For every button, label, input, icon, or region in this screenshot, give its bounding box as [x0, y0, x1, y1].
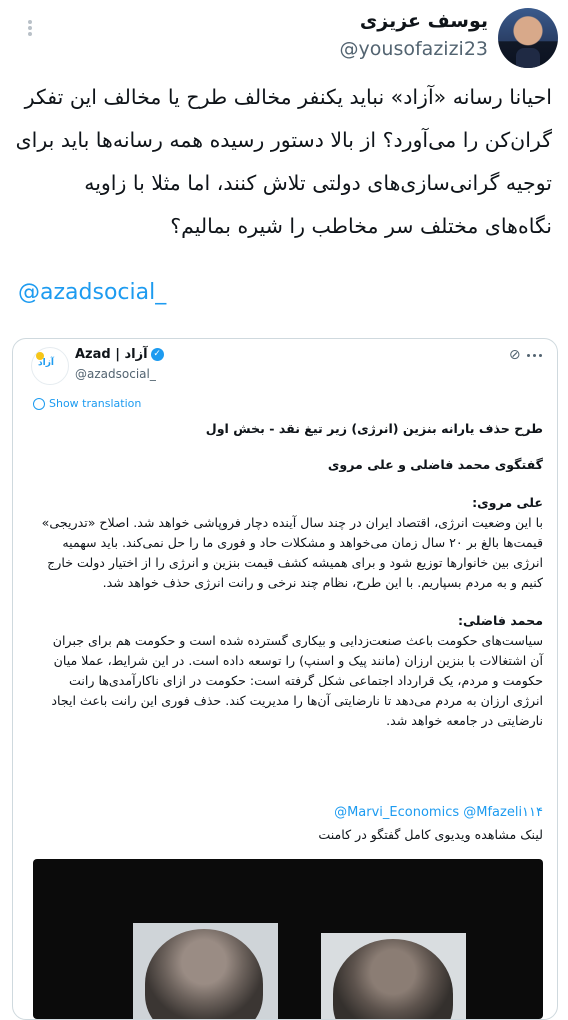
quoted-avatar-text: آزاد	[38, 358, 54, 368]
quoted-title: طرح حذف یارانه بنزین (انرژی) زیر تیغ نقد - بخش اول	[205, 421, 543, 436]
quoted-author-label: Azad | آزاد	[75, 347, 148, 362]
speaker-1: علی مروی:	[472, 495, 543, 510]
author-name[interactable]: یوسف عزیزی	[359, 10, 488, 32]
speaker-2: محمد فاضلی:	[457, 613, 543, 628]
video-thumbnail[interactable]	[33, 859, 543, 1019]
more-options-icon[interactable]	[20, 18, 40, 42]
quoted-author-handle: @azadsocial_	[75, 367, 156, 381]
verified-badge-icon: ✓	[151, 348, 164, 361]
quoted-author-name[interactable]	[75, 347, 164, 362]
grok-icon[interactable]: ⊘	[508, 347, 521, 363]
translate-icon	[33, 398, 45, 410]
show-translation-button[interactable]	[33, 397, 141, 410]
paragraph-1: با این وضعیت انرژی، اقتصاد ایران در چند سال آینده دچار فروپاشی خواهد شد. اصلاح «تدریجی» قیمت‌ها بالغ بر ۲۰ سال زمان می‌خواهد و مشکلات حاد و فوری ما را حل نمی‌کند. باید سهمیه انرژی بین خانوارها توزیع شود و برای همیشه کشف قیمت بنزین و انرژی را از اختیار دولت خارج کنیم و به مردم بسپاریم. با این طرح، نظام چند نرخی و رانت انرژی حذف خواهد شد.	[41, 515, 543, 590]
quoted-mentions[interactable]: @Marvi_Economics @Mfazeli۱۱۴	[334, 805, 543, 820]
quoted-tweet-card[interactable]	[12, 338, 558, 1020]
quoted-actions	[509, 347, 543, 363]
author-handle[interactable]: @yousofazizi23	[339, 38, 488, 60]
video-link-text: لینک مشاهده ویدیوی کامل گفتگو در کامنت	[318, 827, 543, 842]
quoted-more-icon[interactable]	[525, 347, 543, 363]
quoted-subtitle: گفتگوی محمد فاضلی و علی مروی	[327, 457, 543, 472]
paragraph-2: سیاست‌های حکومت باعث صنعت‌زدایی و بیکاری گسترده شده است و حکومت هم برای جبران آن اشتغالات با بنزین ارزان (مانند پیک و اسنپ) را توسعه داده است. در این شرایط، عملا میان حکومت و مردم، یک قرارداد اجتماعی شکل گرفته است: حکومت در ازای ناکارآمدی‌ها رانت انرژی ارزان به مردم می‌دهد تا نارضایتی آن‌ها را مدیریت کند. حذف فوری این رانت باعث ایجاد نارضایتی در جامعه خواهد شد.	[51, 633, 543, 728]
quoted-avatar[interactable]	[31, 347, 69, 385]
quoted-body	[37, 411, 543, 731]
tweet-text: احیانا رسانه «آزاد» نباید یکنفر مخالف طرح یا مخالف این تفکر گران‌کن را می‌آورد؟ از بالا دستور رسیده همه رسانه‌ها باید برای توجیه گرانی‌سازی‌های دولتی تلاش کنند، اما مثلا با زاویه نگاه‌های مختلف سر مخاطب را شیره بمالیم؟	[15, 85, 552, 238]
author-avatar[interactable]	[498, 8, 558, 68]
show-translation-label: Show translation	[49, 397, 142, 410]
mention-link[interactable]: @azadsocial_	[18, 280, 167, 305]
tweet-header	[0, 0, 568, 70]
